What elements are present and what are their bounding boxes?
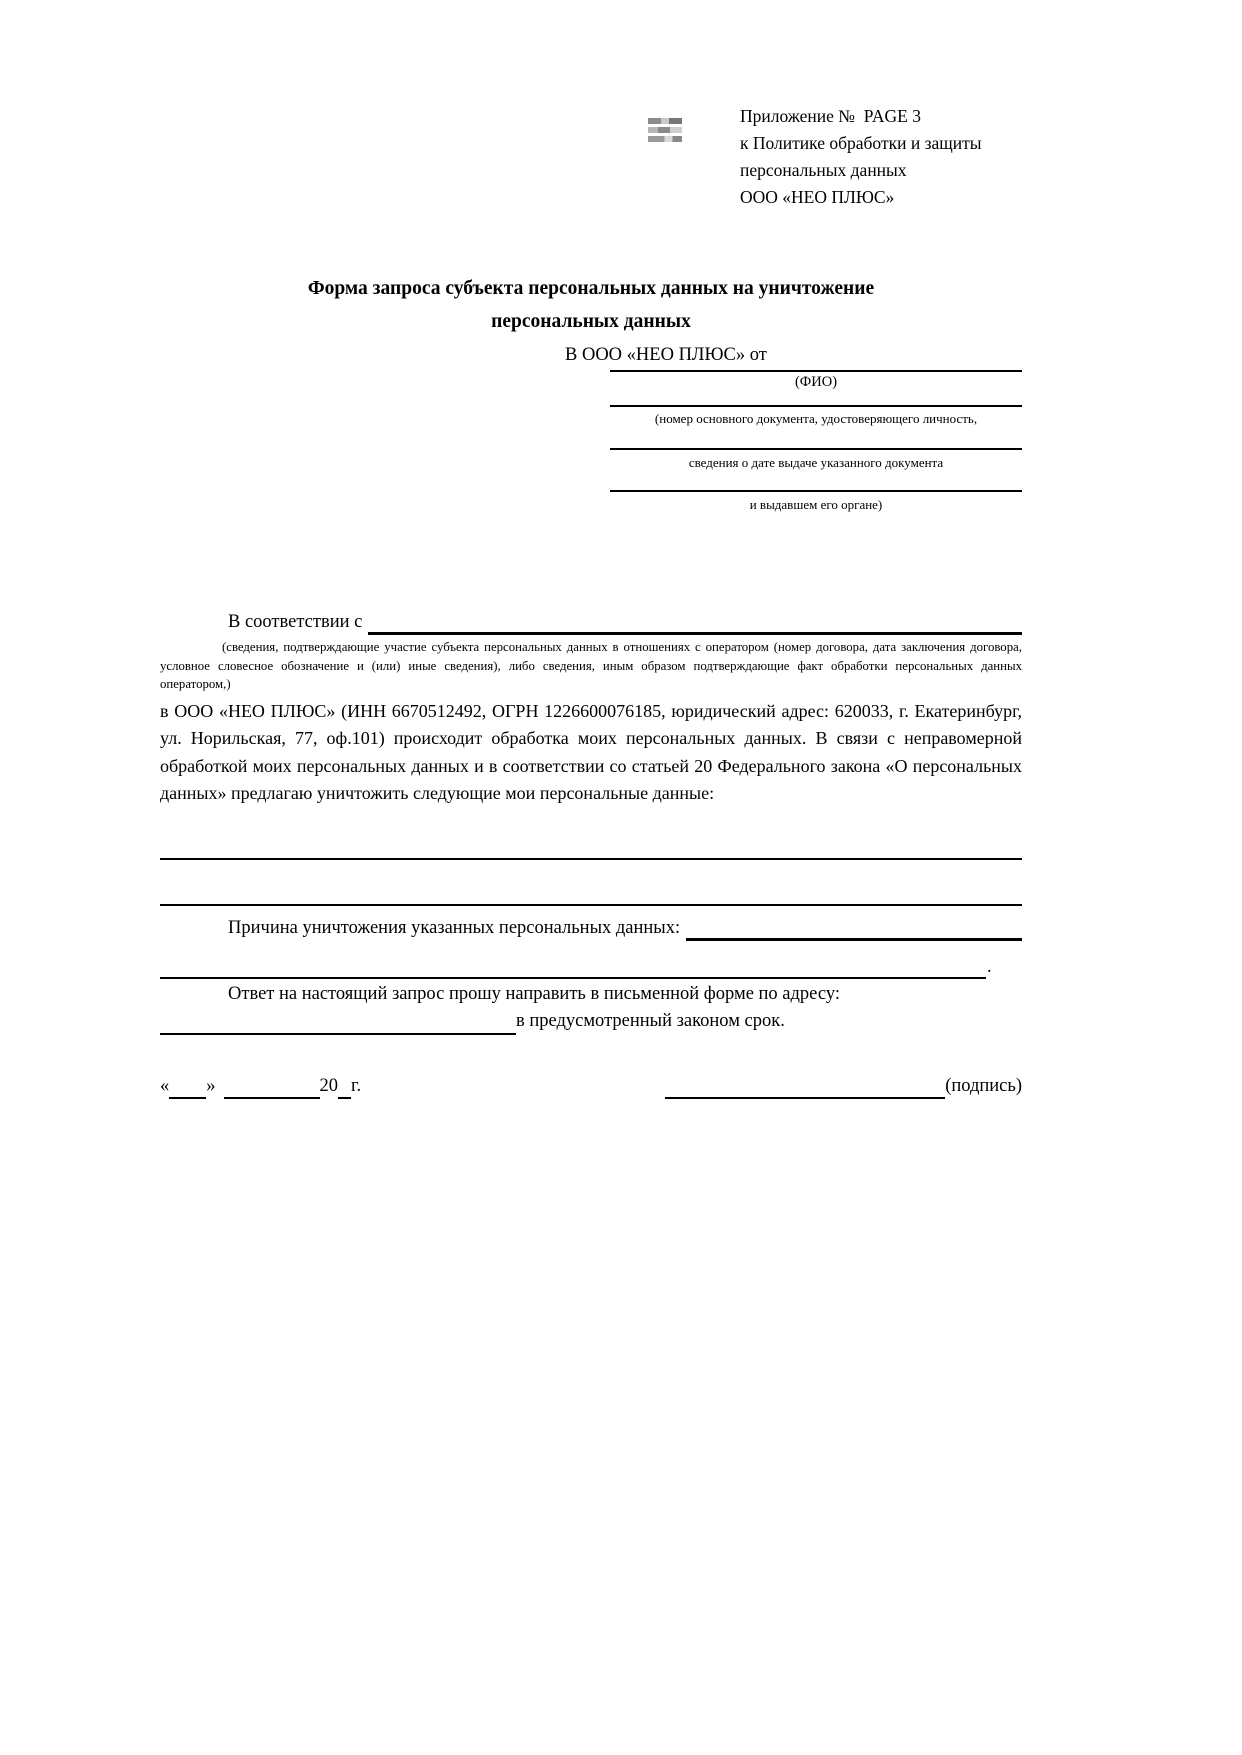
data-list-blank-line-2 xyxy=(160,904,1022,906)
year-prefix: 20 xyxy=(319,1075,338,1096)
document-number-blank-field xyxy=(610,405,1022,427)
signature-row xyxy=(160,1073,1022,1099)
address-blank-line xyxy=(160,1011,516,1035)
response-address-row xyxy=(160,1008,1022,1035)
signature-blank-line xyxy=(665,1077,945,1099)
policy-reference-line-1: к Политике обработки и защиты xyxy=(740,133,982,153)
response-request-line: Ответ на настоящий запрос прошу направить в письменной форме по адресу: xyxy=(228,983,840,1004)
issue-date-field-label: сведения о дате выдаче указанного документа xyxy=(688,455,944,470)
date-quote-open: « xyxy=(160,1075,170,1096)
document-title xyxy=(160,272,1022,338)
identity-fields xyxy=(610,370,1022,513)
accordance-prefix: В соответствии с xyxy=(228,612,363,632)
response-term-text: в предусмотренный законом срок. xyxy=(516,1010,785,1031)
issuing-authority-field-label: и выдавшем его органе) xyxy=(749,497,883,512)
document-title-line-1: Форма запроса субъекта персональных данных на уничтожение xyxy=(307,278,875,299)
document-content xyxy=(160,0,1022,1099)
reason-continuation-row xyxy=(160,955,1022,979)
company-name-line: ООО «НЕО ПЛЮС» xyxy=(740,187,895,207)
trailing-period: . xyxy=(987,956,992,977)
document-title-line-2: персональных данных xyxy=(491,311,691,332)
reason-blank-line xyxy=(686,916,1022,941)
year-blank-line xyxy=(338,1077,351,1099)
addressee-line: В ООО «НЕО ПЛЮС» от xyxy=(565,345,767,365)
date-group xyxy=(160,1073,361,1099)
accordance-row xyxy=(160,609,1022,635)
reason-label: Причина уничтожения указанных персональных данных: xyxy=(228,917,681,938)
signature-label: (подпись) xyxy=(945,1075,1022,1096)
issuing-authority-blank-field xyxy=(610,490,1022,513)
fine-print-note: (сведения, подтверждающие участие субъекта персональных данных в отношениях с оператором (номер договора, дата заключения договора, условное словесное обозначение и (или) иные сведения), либо сведения, иным образом подтверждающие факт обработки персональных данных оператором,) xyxy=(160,640,1022,691)
signature-group xyxy=(665,1073,1022,1099)
policy-reference-line-2: персональных данных xyxy=(740,160,907,180)
fio-field-label: (ФИО) xyxy=(794,374,838,390)
data-list-blank-line-1 xyxy=(160,858,1022,860)
year-suffix: г. xyxy=(351,1075,362,1096)
fio-blank-field xyxy=(610,370,1022,391)
issue-date-blank-field xyxy=(610,448,1022,471)
day-blank-line xyxy=(169,1077,206,1099)
reason-row xyxy=(160,915,1022,941)
appendix-number-line: Приложение № PAGE 3 xyxy=(740,106,921,126)
month-blank-line xyxy=(224,1077,320,1099)
reason-continuation-blank-line xyxy=(160,955,986,979)
date-quote-close: » xyxy=(206,1075,216,1096)
document-number-field-label: (номер основного документа, удостоверяющего личность, xyxy=(654,411,978,426)
accordance-blank-line xyxy=(368,610,1022,635)
body-paragraph: в ООО «НЕО ПЛЮС» (ИНН 6670512492, ОГРН 1226600076185, юридический адрес: 620033, г. Екатеринбург, ул. Норильская, 77, оф.101) происходит обработка моих персональных данных. В связи с неправомерной обработкой моих персональных данных и в соответствии со статьей 20 Федерального закона «О персональных данных» предлагаю уничтожить следующие мои персональные данные: xyxy=(160,700,1022,803)
